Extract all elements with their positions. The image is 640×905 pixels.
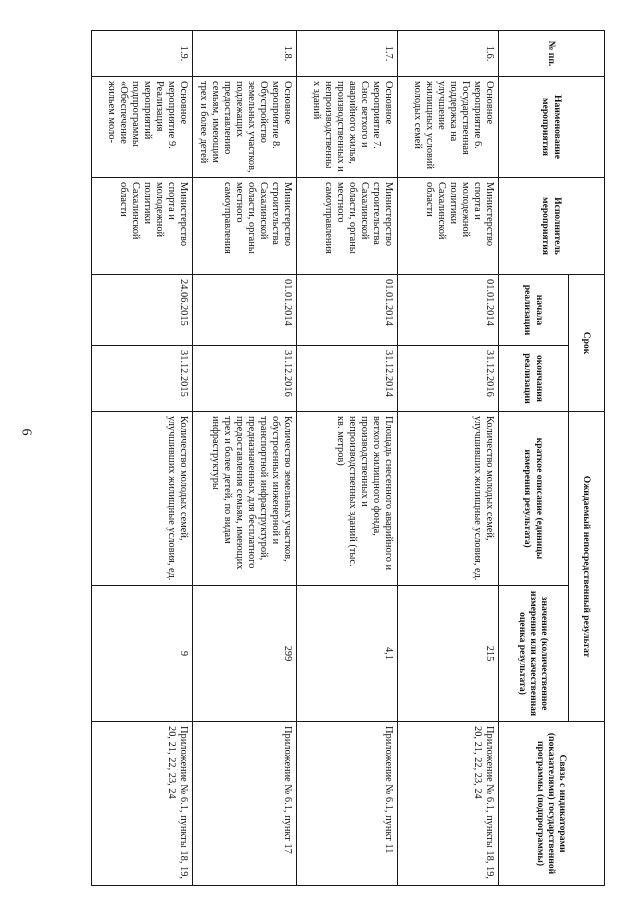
row-num: 1.8. (193, 31, 297, 77)
table-row (193, 31, 297, 886)
row-result-value: 215 (398, 586, 499, 722)
table-row (92, 31, 193, 886)
row-start: 24.06.2015 (92, 275, 193, 346)
row-result-desc: Количество молодых семей, улучшивших жилищные условия, ед. (92, 412, 193, 586)
row-link: Приложение № 6.1, пункт 17 (193, 722, 297, 886)
row-end: 31.12.2015 (92, 346, 193, 412)
header-result-value: значение (количественное измерение или качественная оценка результата) (499, 586, 569, 722)
row-link: Приложение № 6.1, пункты 18, 19, 20, 21, 22, 23, 24 (398, 722, 499, 886)
row-executor: Министерство строительства Сахалинской области, органы местного самоуправления (193, 178, 297, 275)
row-end: 31.12.2016 (398, 346, 499, 412)
row-link: Приложение № 6.1, пункт 11 (297, 722, 398, 886)
row-name: Основное мероприятие 6. Государственная поддержка на улучшение жилищных условий молодых семей (398, 77, 499, 178)
table-row (398, 31, 499, 886)
header-executor: Исполнитель мероприятия (499, 178, 605, 275)
row-name: Основное мероприятие 7. Снос ветхого и аварийного жилья, производственных и непроизводственных зданий (297, 77, 398, 178)
row-end: 31.12.2016 (193, 346, 297, 412)
row-start: 01.01.2014 (193, 275, 297, 346)
row-name: Основное мероприятие 9. Реализация мероприятий подпрограммы «Обеспечение жильем моло- (92, 77, 193, 178)
row-name: Основное мероприятие 8. Обустройство земельных участков, подлежащих предоставлению семьям, имеющим трех и более детей (193, 77, 297, 178)
activities-table (92, 30, 606, 886)
row-num: 1.9. (92, 31, 193, 77)
header-term: Срок (569, 275, 605, 412)
row-end: 31.12.2014 (297, 346, 398, 412)
header-name: Наименование мероприятия (499, 77, 605, 178)
table-row (297, 31, 398, 886)
row-start: 01.01.2014 (297, 275, 398, 346)
row-result-desc: Количество земельных участков, обустроенных инженерной и транспортной инфраструктурой, предназначенных для бесплатного предоставления семьям, имеющих трех и более детей, по видам инфраструктуры (193, 412, 297, 586)
header-link: Связь с индикаторами (показателями) государственной программы (подпрограммы) (499, 722, 605, 886)
header-num: № пп. (499, 31, 605, 77)
row-result-desc: Количество молодых семей, улучшивших жилищные условия, ед. (398, 412, 499, 586)
header-result-desc: краткое описание (единицы измерения результата) (499, 412, 569, 586)
row-result-desc: Площадь снесенного аварийного и ветхого жилищного фонда, производственных и непроизводственных зданий (тыс. кв. метров) (297, 412, 398, 586)
header-term-end: окончания реализации (499, 346, 569, 412)
page-number: 6 (18, 428, 34, 436)
row-link: Приложение № 6.1, пункты 18, 19, 20, 21, 22, 23, 24 (92, 722, 193, 886)
row-result-value: 4,1 (297, 586, 398, 722)
row-num: 1.7. (297, 31, 398, 77)
header-result: Ожидаемый непосредственный результат (569, 412, 605, 722)
rotated-page-content (45, 30, 605, 885)
row-executor: Министерство спорта и молодежной политики Сахалинской области (398, 178, 499, 275)
header-term-start: начала реализации (499, 275, 569, 346)
row-num: 1.6. (398, 31, 499, 77)
row-start: 01.01.2014 (398, 275, 499, 346)
header-row (569, 31, 605, 886)
row-result-value: 299 (193, 586, 297, 722)
row-executor: Министерство спорта и молодежной политики Сахалинской области (92, 178, 193, 275)
row-executor: Министерство строительства Сахалинской области, органы местного самоуправления (297, 178, 398, 275)
row-result-value: 9 (92, 586, 193, 722)
